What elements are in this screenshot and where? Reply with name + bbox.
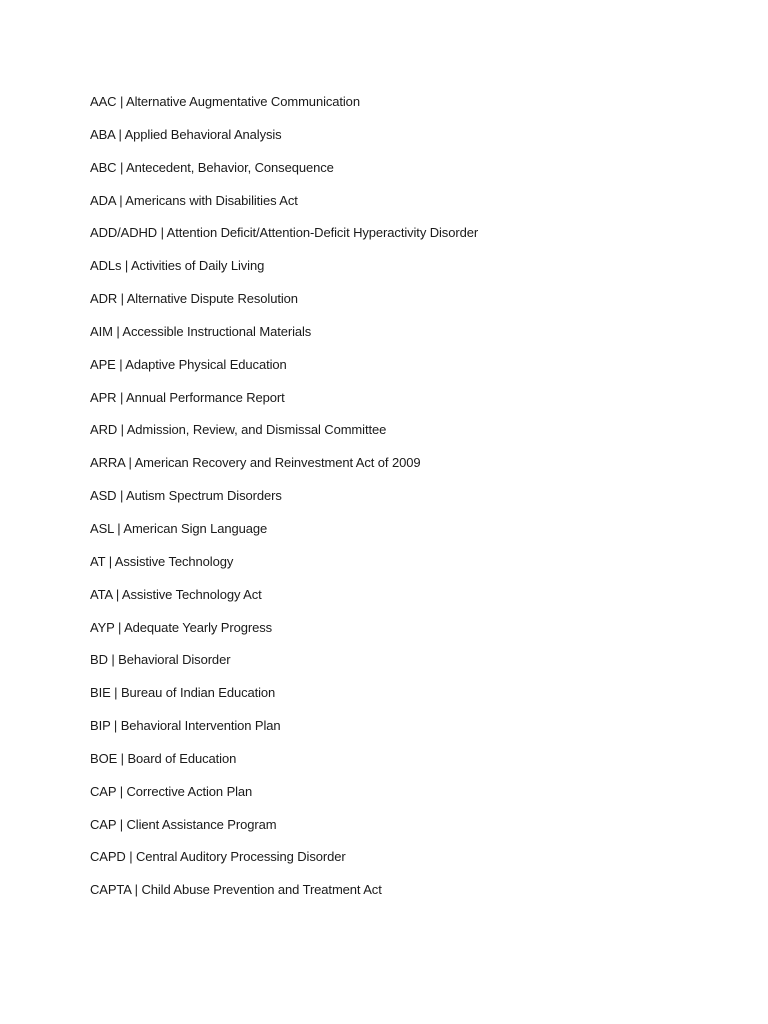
- acronym-entry: ABC | Antecedent, Behavior, Consequence: [90, 159, 334, 175]
- acronym-entry: ASD | Autism Spectrum Disorders: [90, 488, 282, 504]
- acronym-entry: CAP | Corrective Action Plan: [90, 783, 253, 799]
- acronym-entry: CAP | Client Assistance Program: [90, 816, 277, 832]
- acronym-entry: BIP | Behavioral Intervention Plan: [90, 718, 281, 734]
- acronym-entry: BD | Behavioral Disorder: [90, 652, 231, 668]
- acronym-entry: ABA | Applied Behavioral Analysis: [90, 126, 282, 142]
- acronym-entry: APE | Adaptive Physical Education: [90, 356, 287, 372]
- acronym-entry: ARD | Admission, Review, and Dismissal Committee: [90, 422, 387, 438]
- acronym-entry: ASL | American Sign Language: [90, 520, 268, 536]
- acronym-entry: AAC | Alternative Augmentative Communication: [90, 94, 360, 109]
- acronym-entry: ADLs | Activities of Daily Living: [90, 258, 265, 274]
- acronym-entry: ATA | Assistive Technology Act: [90, 586, 262, 602]
- acronym-entry: BIE | Bureau of Indian Education: [90, 685, 276, 701]
- acronym-entry: ARRA | American Recovery and Reinvestment Act of 2009: [90, 455, 421, 471]
- acronym-entry: AYP | Adequate Yearly Progress: [90, 619, 273, 635]
- acronym-entry: CAPD | Central Auditory Processing Disorder: [90, 849, 346, 865]
- acronym-list: [90, 92, 478, 913]
- acronym-entry: BOE | Board of Education: [90, 750, 237, 766]
- acronym-entry: CAPTA | Child Abuse Prevention and Treatment Act: [90, 882, 382, 898]
- acronym-entry: ADD/ADHD | Attention Deficit/Attention-Deficit Hyperactivity Disorder: [90, 225, 479, 241]
- acronym-entry: AIM | Accessible Instructional Materials: [90, 323, 312, 339]
- acronym-entry: AT | Assistive Technology: [90, 553, 234, 569]
- acronym-entry: ADA | Americans with Disabilities Act: [90, 192, 298, 208]
- acronym-entry: ADR | Alternative Dispute Resolution: [90, 291, 298, 307]
- acronym-entry: APR | Annual Performance Report: [90, 389, 285, 405]
